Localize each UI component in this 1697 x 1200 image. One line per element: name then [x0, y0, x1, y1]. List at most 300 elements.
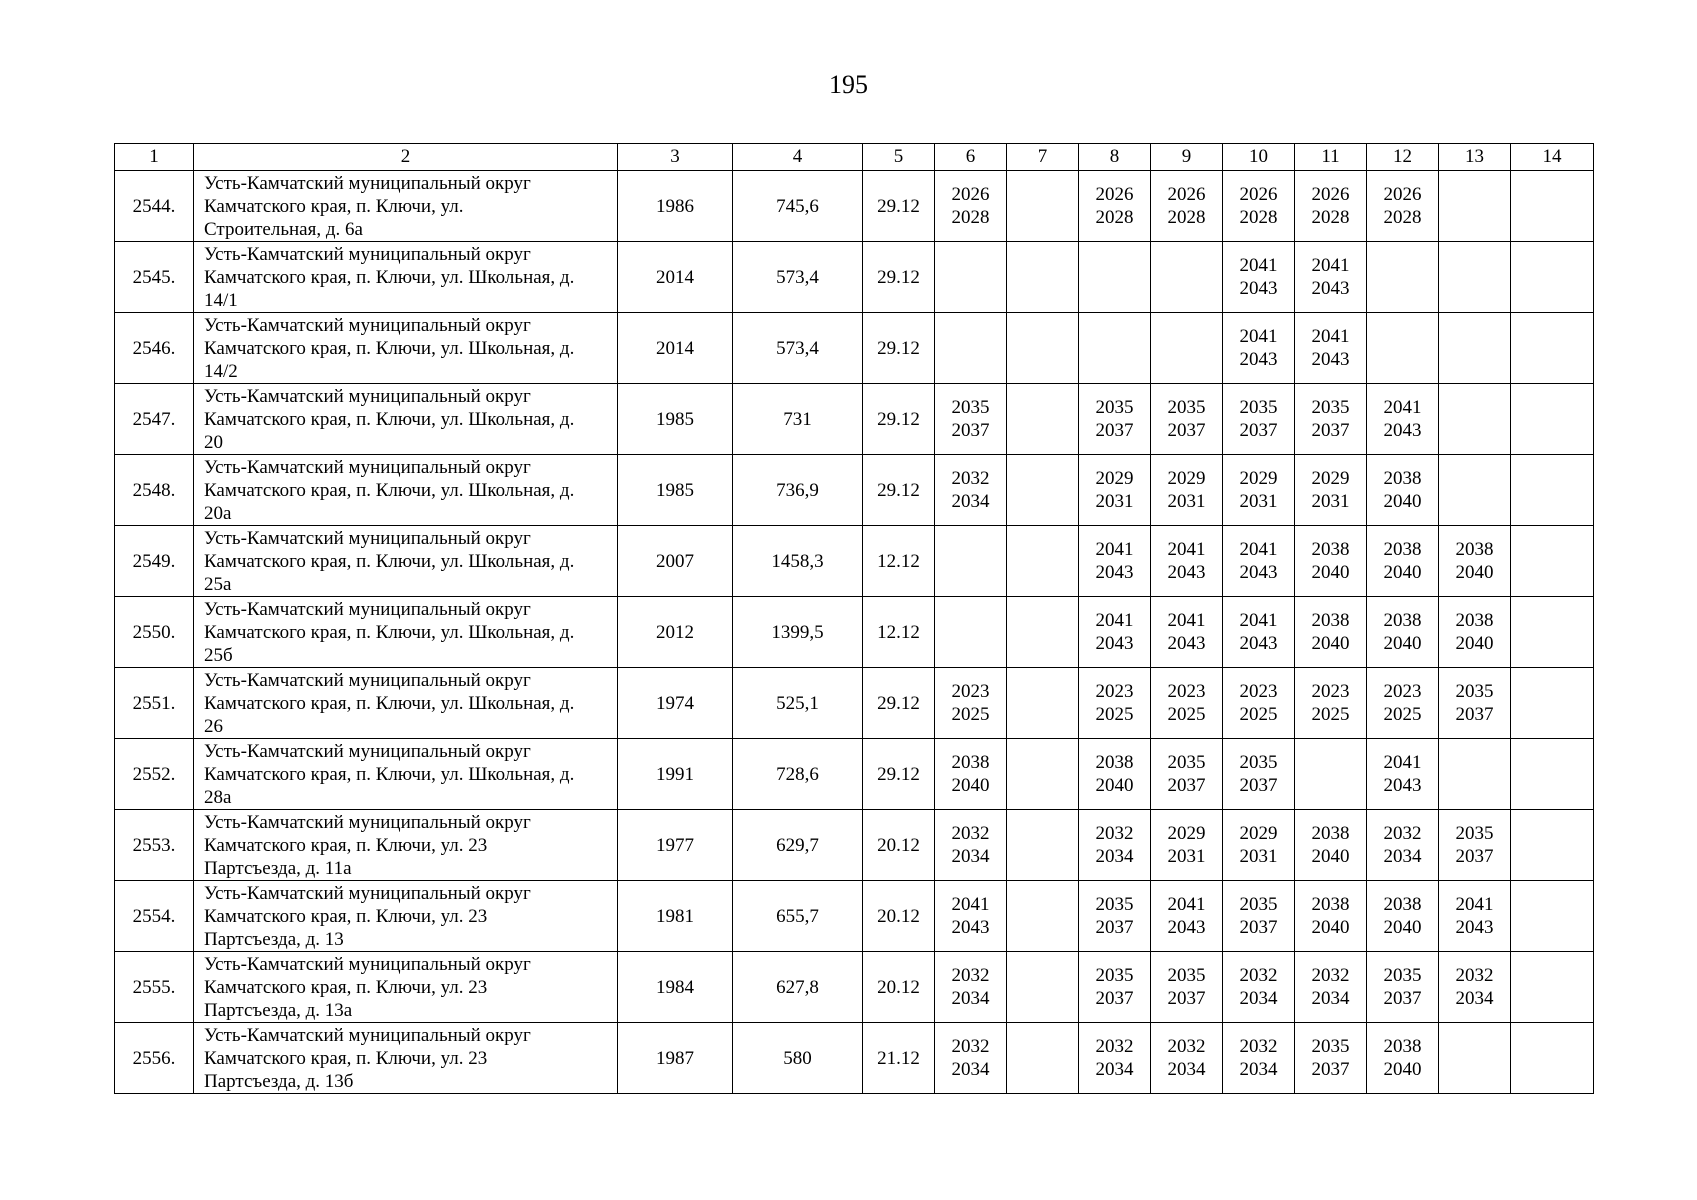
period-cell-9 [1151, 242, 1223, 313]
period-year: 2037 [1239, 917, 1278, 938]
period-year: 2037 [1167, 775, 1206, 796]
period-year: 2041 [1311, 255, 1350, 276]
period-year: 2029 [1095, 468, 1134, 489]
period-year: 2032 [1239, 1036, 1278, 1057]
period-cell-6 [935, 455, 1007, 526]
address-line: Партсъезда, д. 13 [204, 928, 344, 950]
period-cell-9 [1151, 526, 1223, 597]
period-cell-8 [1079, 952, 1151, 1023]
period-year: 2043 [1311, 349, 1350, 370]
address-line: Камчатского края, п. Ключи, ул. Школьная, д. [204, 266, 575, 288]
page-number: 195 [829, 70, 868, 99]
period-cell-12 [1367, 526, 1439, 597]
period-year: 2029 [1239, 823, 1278, 844]
table-row [115, 952, 1594, 1023]
address-line: Камчатского края, п. Ключи, ул. 23 [204, 976, 488, 998]
period-year: 2035 [1383, 965, 1422, 986]
period-year: 2029 [1239, 468, 1278, 489]
address-cell [194, 739, 618, 810]
address-line: Усть-Камчатский муниципальный округ [204, 953, 531, 975]
period-year: 2041 [1095, 539, 1134, 560]
period-year: 2026 [1311, 184, 1350, 205]
period-cell-13 [1439, 739, 1511, 810]
address-cell [194, 455, 618, 526]
period-year: 2034 [951, 846, 990, 867]
period-year: 2031 [1095, 491, 1134, 512]
table-row [115, 242, 1594, 313]
period-cell-13 [1439, 313, 1511, 384]
period-cell-13 [1439, 384, 1511, 455]
row-number-cell: 2554. [115, 881, 194, 952]
period-year: 2041 [1167, 610, 1206, 631]
column-header-4: 4 [733, 144, 863, 171]
period-year: 2032 [951, 468, 990, 489]
table-row [115, 171, 1594, 242]
address-cell [194, 526, 618, 597]
period-cell-12 [1367, 952, 1439, 1023]
period-year: 2043 [1239, 349, 1278, 370]
period-cell-8 [1079, 171, 1151, 242]
area-cell: 1399,5 [733, 597, 863, 668]
table-body [115, 144, 1594, 1094]
period-year: 2035 [1095, 894, 1134, 915]
row-number-cell: 2544. [115, 171, 194, 242]
period-year: 2029 [1167, 468, 1206, 489]
address-line: 14/2 [204, 360, 238, 382]
period-cell-7 [1007, 313, 1079, 384]
period-cell-13 [1439, 881, 1511, 952]
period-year: 2028 [1167, 207, 1206, 228]
period-year: 2035 [1239, 894, 1278, 915]
period-cell-8 [1079, 668, 1151, 739]
period-cell-9 [1151, 597, 1223, 668]
address-line: Камчатского края, п. Ключи, ул. 23 [204, 1047, 488, 1069]
period-cell-9 [1151, 952, 1223, 1023]
period-cell-7 [1007, 171, 1079, 242]
period-cell-7 [1007, 881, 1079, 952]
area-cell: 573,4 [733, 313, 863, 384]
address-line: 26 [204, 715, 223, 737]
period-year: 2025 [1239, 704, 1278, 725]
period-cell-10 [1223, 952, 1295, 1023]
period-year: 2040 [1455, 633, 1494, 654]
table-row [115, 313, 1594, 384]
period-cell-10 [1223, 455, 1295, 526]
period-cell-14 [1511, 455, 1594, 526]
column-header-1: 1 [115, 144, 194, 171]
address-line: Камчатского края, п. Ключи, ул. 23 [204, 905, 488, 927]
period-cell-10 [1223, 526, 1295, 597]
header-row [115, 144, 1594, 171]
period-cell-6 [935, 313, 1007, 384]
period-cell-10 [1223, 384, 1295, 455]
period-cell-14 [1511, 1023, 1594, 1094]
period-year: 2037 [1167, 420, 1206, 441]
period-cell-6 [935, 668, 1007, 739]
period-cell-14 [1511, 739, 1594, 810]
period-year: 2040 [1383, 491, 1422, 512]
period-cell-8 [1079, 881, 1151, 952]
address-line: 25б [204, 644, 233, 666]
period-cell-6 [935, 242, 1007, 313]
period-year: 2038 [1455, 539, 1494, 560]
column-header-12: 12 [1367, 144, 1439, 171]
year-built-cell: 1985 [618, 384, 733, 455]
period-cell-10 [1223, 313, 1295, 384]
period-cell-7 [1007, 952, 1079, 1023]
address-line: 20 [204, 431, 223, 453]
period-year: 2029 [1311, 468, 1350, 489]
period-year: 2031 [1167, 491, 1206, 512]
period-year: 2037 [1239, 420, 1278, 441]
period-cell-6 [935, 952, 1007, 1023]
period-cell-12 [1367, 171, 1439, 242]
period-cell-13 [1439, 668, 1511, 739]
period-year: 2038 [1383, 1036, 1422, 1057]
address-line: Усть-Камчатский муниципальный округ [204, 243, 531, 265]
period-year: 2032 [1095, 1036, 1134, 1057]
period-year: 2034 [1383, 846, 1422, 867]
period-cell-12 [1367, 739, 1439, 810]
address-line: Усть-Камчатский муниципальный округ [204, 740, 531, 762]
period-year: 2041 [1239, 610, 1278, 631]
period-cell-9 [1151, 810, 1223, 881]
period-year: 2041 [951, 894, 990, 915]
period-year: 2029 [1167, 823, 1206, 844]
date-cell: 20.12 [863, 881, 935, 952]
year-built-cell: 1977 [618, 810, 733, 881]
table-row [115, 526, 1594, 597]
period-year: 2043 [1455, 917, 1494, 938]
period-year: 2031 [1311, 491, 1350, 512]
period-cell-9 [1151, 668, 1223, 739]
date-cell: 29.12 [863, 455, 935, 526]
table-row [115, 1023, 1594, 1094]
area-cell: 736,9 [733, 455, 863, 526]
period-cell-8 [1079, 597, 1151, 668]
address-line: Усть-Камчатский муниципальный округ [204, 1024, 531, 1046]
period-cell-12 [1367, 455, 1439, 526]
period-year: 2043 [1239, 278, 1278, 299]
period-cell-9 [1151, 171, 1223, 242]
period-cell-9 [1151, 881, 1223, 952]
address-cell [194, 668, 618, 739]
row-number-cell: 2546. [115, 313, 194, 384]
date-cell: 29.12 [863, 171, 935, 242]
period-year: 2038 [1383, 539, 1422, 560]
address-cell [194, 597, 618, 668]
period-cell-6 [935, 526, 1007, 597]
address-cell [194, 810, 618, 881]
address-line: Камчатского края, п. Ключи, ул. Школьная, д. [204, 621, 575, 643]
period-cell-10 [1223, 668, 1295, 739]
address-line: Партсъезда, д. 11а [204, 857, 352, 879]
table-row [115, 810, 1594, 881]
period-year: 2043 [1383, 775, 1422, 796]
address-line: 25а [204, 573, 232, 595]
period-year: 2037 [1095, 917, 1134, 938]
period-cell-7 [1007, 384, 1079, 455]
period-year: 2040 [1095, 775, 1134, 796]
period-year: 2041 [1239, 255, 1278, 276]
area-cell: 728,6 [733, 739, 863, 810]
year-built-cell: 1986 [618, 171, 733, 242]
area-cell: 731 [733, 384, 863, 455]
date-cell: 29.12 [863, 242, 935, 313]
period-cell-11 [1295, 668, 1367, 739]
period-year: 2026 [1383, 184, 1422, 205]
column-header-8: 8 [1079, 144, 1151, 171]
column-header-14: 14 [1511, 144, 1594, 171]
period-cell-9 [1151, 455, 1223, 526]
period-year: 2037 [1167, 988, 1206, 1009]
address-line: Усть-Камчатский муниципальный округ [204, 172, 531, 194]
period-cell-12 [1367, 881, 1439, 952]
table-row [115, 597, 1594, 668]
period-year: 2041 [1167, 539, 1206, 560]
period-cell-9 [1151, 1023, 1223, 1094]
period-year: 2032 [1311, 965, 1350, 986]
period-year: 2043 [1383, 420, 1422, 441]
date-cell: 29.12 [863, 384, 935, 455]
address-line: Камчатского края, п. Ключи, ул. Школьная, д. [204, 479, 575, 501]
period-year: 2034 [1311, 988, 1350, 1009]
period-year: 2025 [1095, 704, 1134, 725]
address-cell [194, 952, 618, 1023]
period-year: 2038 [1311, 823, 1350, 844]
period-year: 2043 [1239, 562, 1278, 583]
period-year: 2043 [1311, 278, 1350, 299]
period-cell-10 [1223, 597, 1295, 668]
period-year: 2034 [1167, 1059, 1206, 1080]
period-cell-11 [1295, 881, 1367, 952]
period-year: 2023 [1383, 681, 1422, 702]
period-cell-8 [1079, 1023, 1151, 1094]
period-year: 2037 [1095, 988, 1134, 1009]
address-line: Усть-Камчатский муниципальный округ [204, 527, 531, 549]
period-cell-6 [935, 384, 1007, 455]
period-cell-11 [1295, 171, 1367, 242]
period-year: 2032 [1383, 823, 1422, 844]
period-year: 2043 [951, 917, 990, 938]
period-cell-11 [1295, 526, 1367, 597]
period-cell-14 [1511, 526, 1594, 597]
address-line: Партсъезда, д. 13б [204, 1070, 354, 1092]
date-cell: 12.12 [863, 526, 935, 597]
address-line: Камчатского края, п. Ключи, ул. Школьная, д. [204, 692, 575, 714]
period-cell-7 [1007, 739, 1079, 810]
row-number-cell: 2547. [115, 384, 194, 455]
area-cell: 629,7 [733, 810, 863, 881]
period-year: 2041 [1455, 894, 1494, 915]
address-cell [194, 384, 618, 455]
period-year: 2038 [1311, 539, 1350, 560]
period-cell-12 [1367, 242, 1439, 313]
period-year: 2034 [1239, 1059, 1278, 1080]
year-built-cell: 2014 [618, 242, 733, 313]
period-cell-6 [935, 171, 1007, 242]
row-number-cell: 2555. [115, 952, 194, 1023]
area-cell: 627,8 [733, 952, 863, 1023]
area-cell: 573,4 [733, 242, 863, 313]
period-cell-6 [935, 1023, 1007, 1094]
period-year: 2041 [1239, 326, 1278, 347]
period-cell-14 [1511, 171, 1594, 242]
period-year: 2031 [1239, 846, 1278, 867]
period-year: 2035 [1311, 397, 1350, 418]
table-row [115, 455, 1594, 526]
period-cell-13 [1439, 171, 1511, 242]
date-cell: 20.12 [863, 810, 935, 881]
period-year: 2037 [1383, 988, 1422, 1009]
column-header-6: 6 [935, 144, 1007, 171]
address-cell [194, 171, 618, 242]
address-line: Камчатского края, п. Ключи, ул. Школьная, д. [204, 337, 575, 359]
year-built-cell: 1984 [618, 952, 733, 1023]
address-line: Строительная, д. 6а [204, 218, 363, 240]
period-year: 2040 [1383, 633, 1422, 654]
period-year: 2032 [1239, 965, 1278, 986]
address-line: Партсъезда, д. 13а [204, 999, 353, 1021]
address-cell [194, 881, 618, 952]
period-year: 2028 [1383, 207, 1422, 228]
period-cell-10 [1223, 810, 1295, 881]
year-built-cell: 1985 [618, 455, 733, 526]
period-cell-7 [1007, 1023, 1079, 1094]
period-year: 2038 [1311, 610, 1350, 631]
period-year: 2043 [1095, 562, 1134, 583]
period-year: 2038 [1311, 894, 1350, 915]
period-year: 2038 [1095, 752, 1134, 773]
period-cell-9 [1151, 739, 1223, 810]
period-year: 2025 [1383, 704, 1422, 725]
period-year: 2041 [1383, 752, 1422, 773]
period-year: 2035 [1167, 752, 1206, 773]
period-year: 2038 [951, 752, 990, 773]
year-built-cell: 1987 [618, 1023, 733, 1094]
period-cell-14 [1511, 881, 1594, 952]
period-year: 2026 [1239, 184, 1278, 205]
period-year: 2040 [1311, 633, 1350, 654]
period-year: 2043 [1167, 562, 1206, 583]
period-year: 2035 [951, 397, 990, 418]
address-line: Камчатского края, п. Ключи, ул. 23 [204, 834, 488, 856]
row-number-cell: 2552. [115, 739, 194, 810]
period-cell-8 [1079, 526, 1151, 597]
date-cell: 21.12 [863, 1023, 935, 1094]
year-built-cell: 1991 [618, 739, 733, 810]
period-cell-11 [1295, 455, 1367, 526]
period-cell-13 [1439, 810, 1511, 881]
year-built-cell: 1981 [618, 881, 733, 952]
period-year: 2041 [1167, 894, 1206, 915]
period-year: 2034 [1239, 988, 1278, 1009]
period-year: 2032 [951, 823, 990, 844]
period-year: 2034 [951, 491, 990, 512]
period-cell-14 [1511, 313, 1594, 384]
address-line: Усть-Камчатский муниципальный округ [204, 811, 531, 833]
column-header-13: 13 [1439, 144, 1511, 171]
period-cell-8 [1079, 242, 1151, 313]
period-year: 2032 [951, 965, 990, 986]
period-year: 2040 [1311, 917, 1350, 938]
area-cell: 745,6 [733, 171, 863, 242]
period-year: 2040 [1383, 1059, 1422, 1080]
period-cell-10 [1223, 1023, 1295, 1094]
address-line: Усть-Камчатский муниципальный округ [204, 385, 531, 407]
period-cell-8 [1079, 384, 1151, 455]
address-line: Усть-Камчатский муниципальный округ [204, 669, 531, 691]
period-cell-14 [1511, 597, 1594, 668]
period-cell-9 [1151, 384, 1223, 455]
period-cell-8 [1079, 739, 1151, 810]
period-year: 2035 [1311, 1036, 1350, 1057]
row-number-cell: 2549. [115, 526, 194, 597]
period-year: 2025 [1167, 704, 1206, 725]
period-cell-13 [1439, 1023, 1511, 1094]
period-cell-6 [935, 597, 1007, 668]
year-built-cell: 2014 [618, 313, 733, 384]
period-year: 2025 [1311, 704, 1350, 725]
table-row [115, 881, 1594, 952]
period-year: 2043 [1167, 633, 1206, 654]
period-cell-11 [1295, 242, 1367, 313]
period-year: 2035 [1095, 965, 1134, 986]
period-year: 2035 [1455, 681, 1494, 702]
period-cell-7 [1007, 597, 1079, 668]
area-cell: 1458,3 [733, 526, 863, 597]
period-year: 2023 [1167, 681, 1206, 702]
column-header-11: 11 [1295, 144, 1367, 171]
period-year: 2043 [1167, 917, 1206, 938]
period-cell-11 [1295, 810, 1367, 881]
period-year: 2035 [1239, 397, 1278, 418]
area-cell: 525,1 [733, 668, 863, 739]
period-year: 2026 [1095, 184, 1134, 205]
row-number-cell: 2545. [115, 242, 194, 313]
period-year: 2035 [1239, 752, 1278, 773]
year-built-cell: 1974 [618, 668, 733, 739]
address-line: Усть-Камчатский муниципальный округ [204, 598, 531, 620]
period-year: 2034 [1095, 846, 1134, 867]
row-number-cell: 2550. [115, 597, 194, 668]
period-cell-13 [1439, 242, 1511, 313]
period-year: 2035 [1095, 397, 1134, 418]
period-year: 2040 [1311, 562, 1350, 583]
period-cell-11 [1295, 597, 1367, 668]
row-number-cell: 2548. [115, 455, 194, 526]
period-cell-13 [1439, 597, 1511, 668]
date-cell: 29.12 [863, 739, 935, 810]
address-cell [194, 1023, 618, 1094]
address-line: 14/1 [204, 289, 238, 311]
period-cell-7 [1007, 455, 1079, 526]
period-cell-9 [1151, 313, 1223, 384]
column-header-2: 2 [194, 144, 618, 171]
address-cell [194, 313, 618, 384]
address-line: Камчатского края, п. Ключи, ул. [204, 195, 464, 217]
period-cell-11 [1295, 313, 1367, 384]
period-year: 2034 [1095, 1059, 1134, 1080]
period-cell-11 [1295, 952, 1367, 1023]
period-year: 2028 [1311, 207, 1350, 228]
column-header-7: 7 [1007, 144, 1079, 171]
period-year: 2038 [1455, 610, 1494, 631]
period-cell-13 [1439, 455, 1511, 526]
period-year: 2026 [1167, 184, 1206, 205]
period-year: 2028 [1095, 207, 1134, 228]
period-year: 2034 [1455, 988, 1494, 1009]
